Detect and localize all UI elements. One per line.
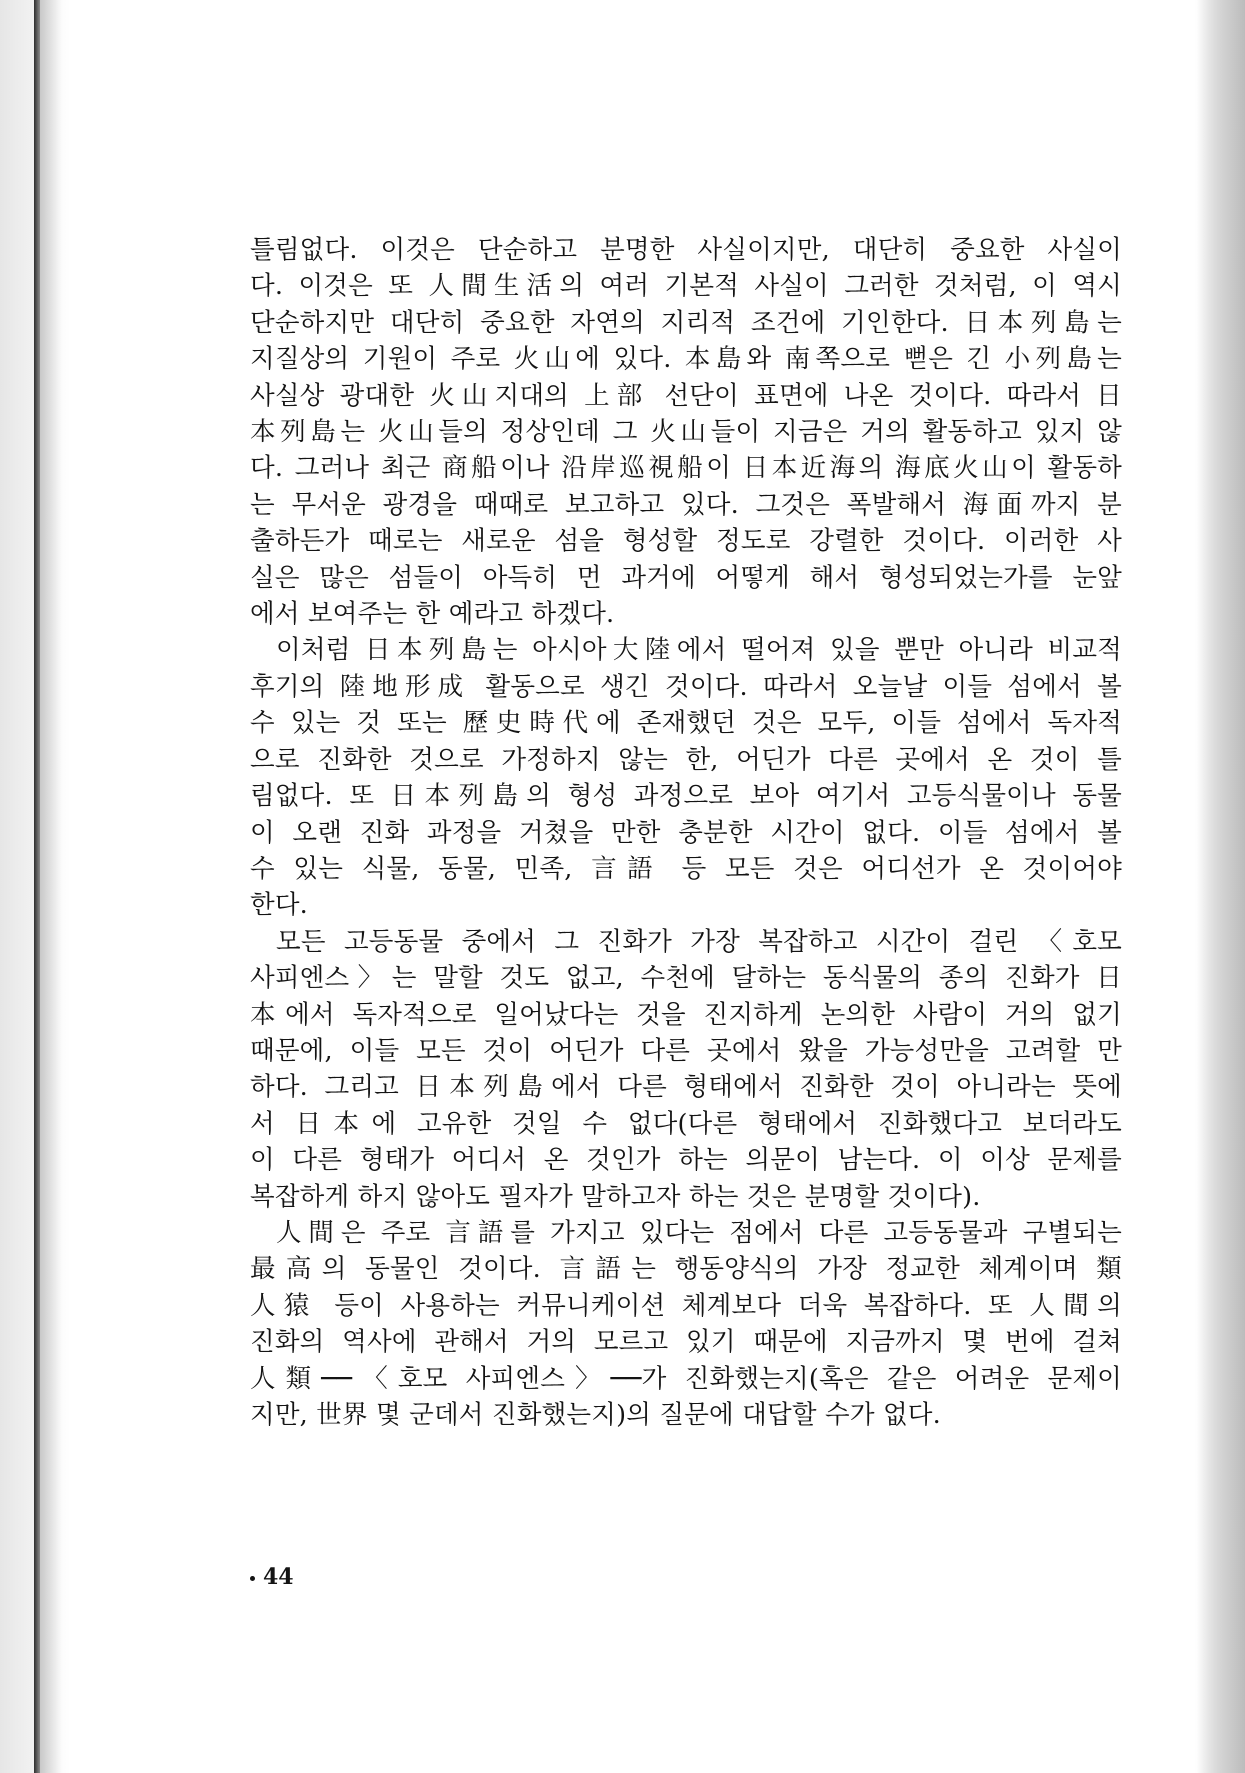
binding-shadow: [40, 0, 62, 1773]
text-line: 지만, 世界 몇 군데서 진화했는지)의 질문에 대답할 수가 없다.: [250, 1400, 941, 1430]
paragraph-3: [250, 924, 1122, 1215]
text-line: 人猿 등이 사용하는 커뮤니케이션 체계보다 더욱 복잡하다. 또 人間의: [250, 1290, 1122, 1321]
text-line: 人間은 주로 言語를 가지고 있다는 점에서 다른 고등동물과 구별되는: [276, 1217, 1122, 1248]
text-line: 이처럼 日本列島는 아시아大陸에서 떨어져 있을 뿐만 아니라 비교적: [276, 635, 1122, 666]
text-line: 는 무서운 광경을 때때로 보고하고 있다. 그것은 폭발해서 海面까지 분: [250, 489, 1122, 520]
text-line: 本列島는 火山들의 정상인데 그 火山들이 지금은 거의 활동하고 있지 않: [250, 417, 1122, 448]
text-line: 수 있는 것 또는 歷史時代에 존재했던 것은 모두, 이들 섬에서 독자적: [250, 708, 1122, 739]
text-line: 이 오랜 진화 과정을 거쳤을 만한 충분한 시간이 없다. 이들 섬에서 볼: [250, 817, 1122, 848]
page-right-edge: [1197, 0, 1245, 1773]
text-line: 다. 그러나 최근 商船이나 沿岸巡視船이 日本近海의 海底火山이 활동하: [250, 453, 1122, 484]
text-line: 本에서 독자적으로 일어났다는 것을 진지하게 논의한 사람이 거의 없기: [250, 999, 1122, 1030]
paragraph-1: [250, 232, 1122, 632]
book-page-body: [250, 232, 1122, 1433]
text-line: 하다. 그리고 日本列島에서 다른 형태에서 진화한 것이 아니라는 뜻에: [250, 1072, 1122, 1103]
text-line: 지질상의 기원이 주로 火山에 있다. 本島와 南쪽으로 뻗은 긴 小列島는: [250, 344, 1122, 375]
text-line: 단순하지만 대단히 중요한 자연의 지리적 조건에 기인한다. 日本列島는: [250, 307, 1122, 338]
text-line: 最高의 동물인 것이다. 言語는 행동양식의 가장 정교한 체계이며 類: [250, 1254, 1122, 1285]
page-number-text: 44: [263, 1564, 294, 1590]
page-number: [250, 1564, 294, 1590]
text-line: 이 다른 형태가 어디서 온 것인가 하는 의문이 남는다. 이 이상 문제를: [250, 1145, 1122, 1176]
text-line: 사실상 광대한 火山지대의 上部 선단이 표면에 나온 것이다. 따라서 日: [250, 380, 1122, 411]
text-line: 으로 진화한 것으로 가정하지 않는 한, 어딘가 다른 곳에서 온 것이 틀: [250, 744, 1122, 775]
text-line: 후기의 陸地形成 활동으로 생긴 것이다. 따라서 오늘날 이들 섬에서 볼: [250, 671, 1122, 702]
text-line: 복잡하게 하지 않아도 필자가 말하고자 하는 것은 분명할 것이다).: [250, 1181, 981, 1212]
text-line: 에서 보여주는 한 예라고 하겠다.: [250, 599, 615, 630]
text-line: 사피엔스〉는 말할 것도 없고, 수천에 달하는 동식물의 종의 진화가 日: [250, 963, 1122, 994]
paragraph-4: [250, 1215, 1122, 1433]
text-line: 다. 이것은 또 人間生活의 여러 기본적 사실이 그러한 것처럼, 이 역시: [250, 271, 1122, 302]
text-line: 출하든가 때로는 새로운 섬을 형성할 정도로 강렬한 것이다. 이러한 사: [250, 526, 1122, 557]
bullet-mark: [250, 1576, 255, 1581]
text-line: 틀림없다. 이것은 단순하고 분명한 사실이지만, 대단히 중요한 사실이: [250, 235, 1122, 265]
text-line: 서 日本에 고유한 것일 수 없다(다른 형태에서 진화했다고 보더라도: [250, 1108, 1122, 1139]
text-line: 실은 많은 섬들이 아득히 먼 과거에 어떻게 해서 형성되었는가를 눈앞: [250, 562, 1122, 593]
text-line: 한다.: [250, 890, 308, 921]
text-line: 림없다. 또 日本列島의 형성 과정으로 보아 여기서 고등식물이나 동물: [250, 781, 1122, 812]
text-line: 진화의 역사에 관해서 거의 모르고 있기 때문에 지금까지 몇 번에 걸쳐: [250, 1327, 1122, 1358]
paragraph-2: [250, 632, 1122, 923]
text-line: 수 있는 식물, 동물, 민족, 言語 등 모든 것은 어디선가 온 것이어야: [250, 853, 1122, 884]
text-line: 때문에, 이들 모든 것이 어딘가 다른 곳에서 왔을 가능성만을 고려할 만: [250, 1035, 1122, 1066]
text-line: 모든 고등동물 중에서 그 진화가 가장 복잡하고 시간이 걸린 〈호모: [276, 926, 1122, 957]
text-line: 人類──〈호모 사피엔스〉──가 진화했는지(혹은 같은 어려운 문제이: [250, 1363, 1122, 1394]
